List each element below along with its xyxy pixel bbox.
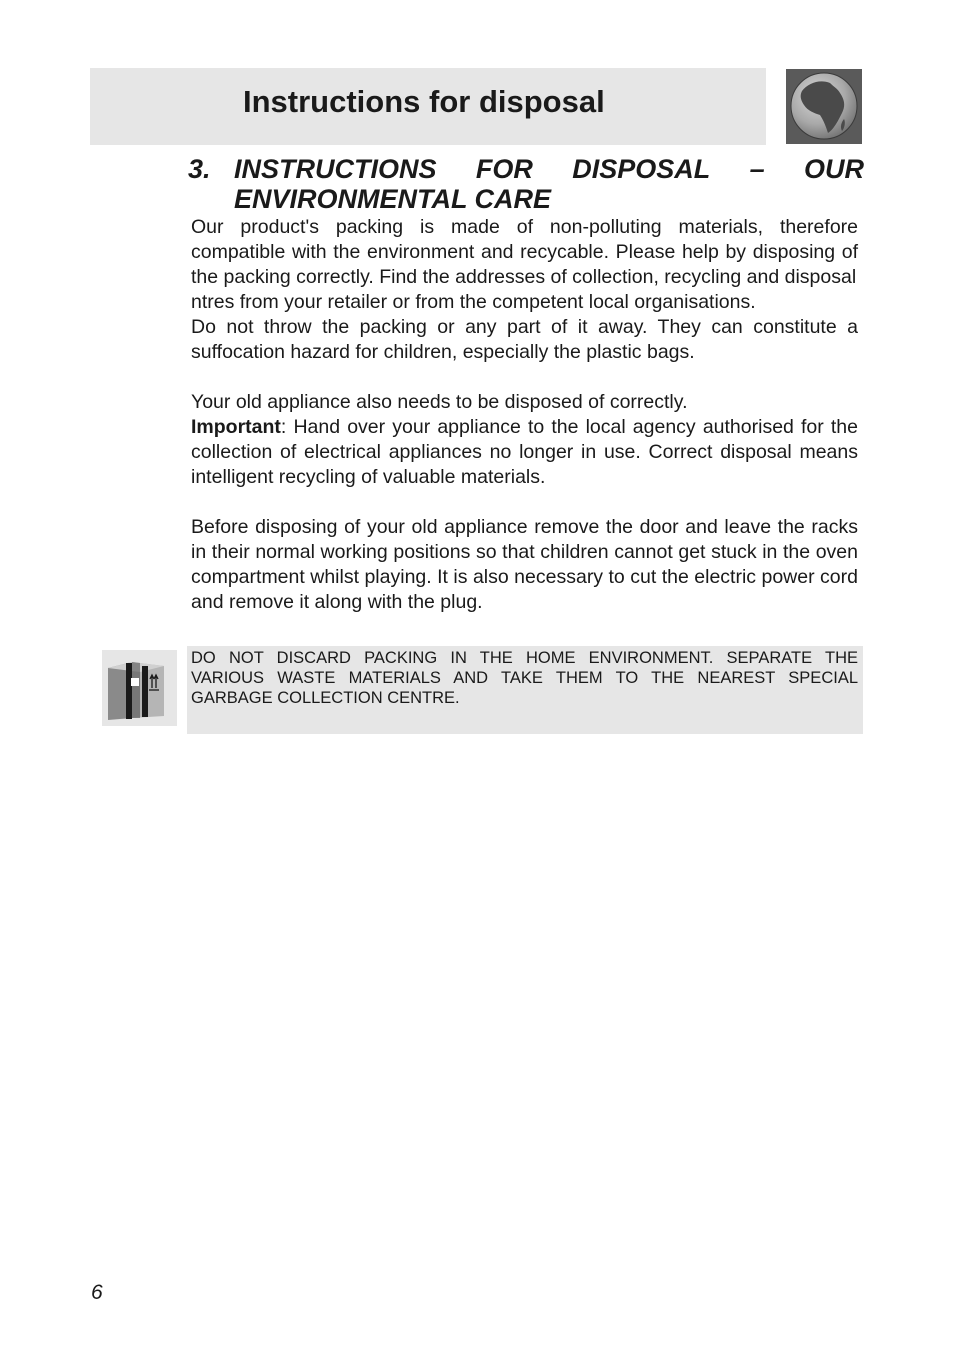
heading-word: DISPOSAL [572,154,711,184]
paragraph: Do not throw the packing or any part of it away. They can constitute a suffocation hazard for children, especially the plastic bags. [191,316,858,363]
paragraph: Our product's packing is made of non-polluting materials, therefore compatible with the environment and recycable. Please help by disposing of the packing correctly. Find the addresses of collection, recycling and disposal [191,216,858,288]
important-text: : Hand over your appliance to the local agency authorised for the collection of electrical appliances no longer in use. Correct disposal means intelligent recycling of valuable materials. [191,416,858,488]
important-label: Important [191,416,281,438]
heading-word: INSTRUCTIONS [234,154,437,184]
heading-word: OUR [804,154,864,184]
heading-line-2: ENVIRONMENTAL CARE [234,184,552,214]
package-box-icon [102,650,177,726]
paragraph: Your old appliance also needs to be disposed of correctly. [191,391,688,413]
section-heading [188,154,864,214]
warning-text: DO NOT DISCARD PACKING IN THE HOME ENVIRONMENT. SEPARATE THE VARIOUS WASTE MATERIALS AND TAKE THEM TO THE NEAREST SPECIAL GARBAGE COLLECTION CENTRE. [191,649,858,707]
page-title: Instructions for disposal [243,84,605,119]
section-number: 3. [188,154,211,184]
paragraph: Before disposing of your old appliance remove the door and leave the racks in their normal working positions so that children cannot get stuck in the oven compartment whilst playing. It is also necessary to cut the electric power cord and remove it along with the plug. [191,516,858,613]
body-text [191,215,858,615]
paragraph: ntres from your retailer or from the competent local organisations. [191,291,756,313]
paragraph-important [191,415,858,490]
heading-word: FOR [475,154,533,184]
page-number: 6 [91,1281,103,1304]
heading-word: – [749,154,765,184]
globe-icon [786,69,862,144]
